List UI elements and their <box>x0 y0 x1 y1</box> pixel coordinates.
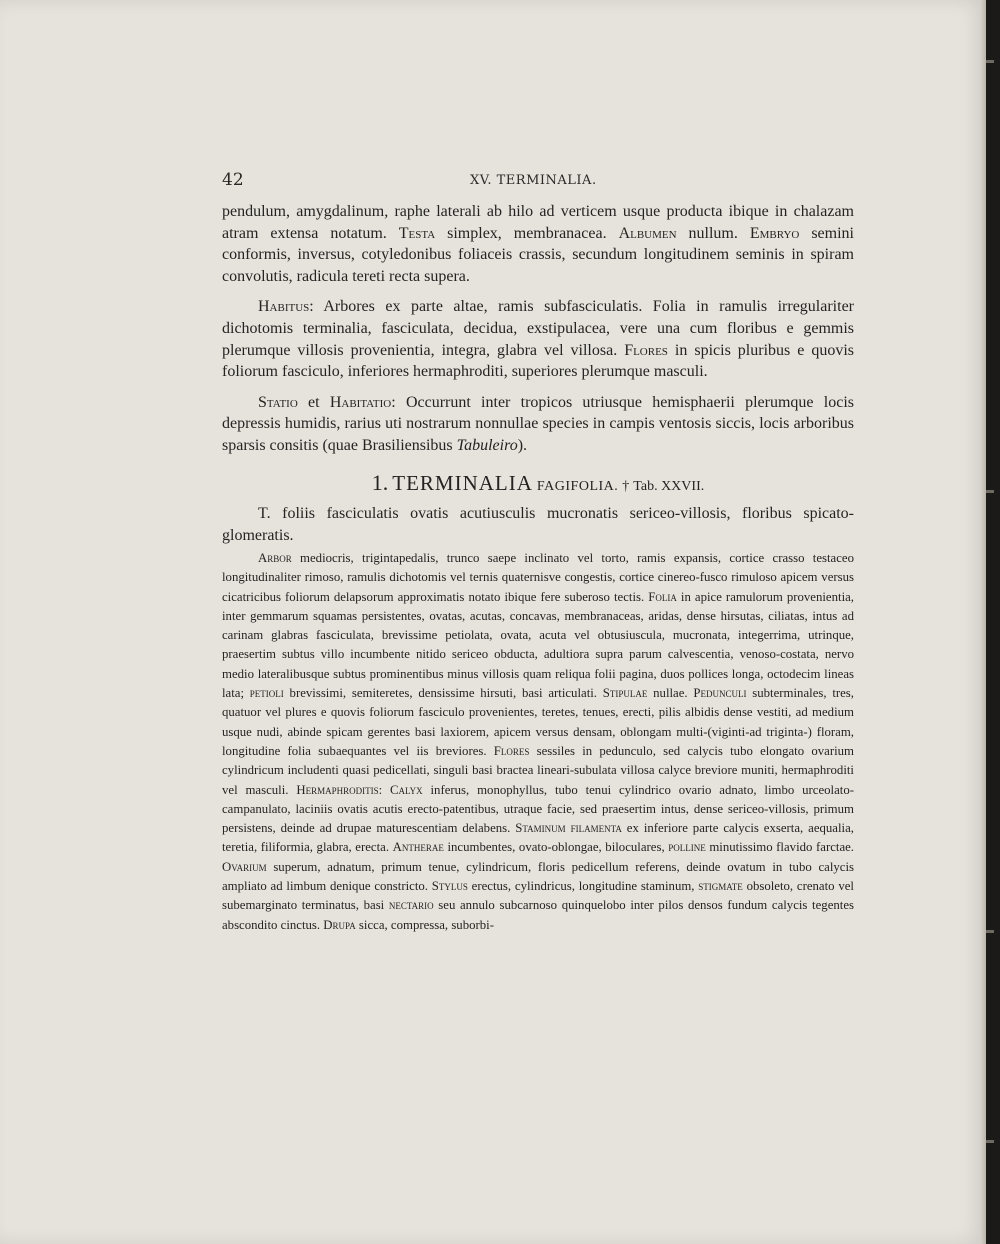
species-genus: TERMINALIA <box>392 471 533 495</box>
term-habitatio: Habitatio: <box>329 393 396 411</box>
term-ovarium: Ovarium <box>222 859 267 874</box>
text-run: pendulum, amygdalinum, raphe laterali ab hilo ad verticem usque producta ibique in chalazam atram extensa notatum. <box>222 203 854 242</box>
term-antherae: Antherae <box>392 840 444 855</box>
term-hermaphroditis: Hermaphroditis: <box>296 782 383 797</box>
margin-marks <box>986 0 1000 1244</box>
margin-mark <box>986 930 994 933</box>
text-run: Arbores ex parte altae, ramis subfasciculatis. Folia in ramulis irregulariter dichotomis terminalia, fasciculata, decidua, exstipulacea, vere una cum floribus e gemmis plerumque villosis provenientia, integra, glabra vel villosa. <box>222 298 854 359</box>
species-epithet: FAGIFOLIA. <box>536 479 619 494</box>
text-run: incumbentes, ovato-oblongae, biloculares, <box>443 840 669 855</box>
term-tabuleiro: Tabuleiro <box>456 436 518 454</box>
term-polline: polline <box>668 840 706 855</box>
species-number: 1. <box>371 470 389 495</box>
diagnosis-text: T. foliis fasciculatis ovatis acutiusculis mucronatis sericeo-villosis, floribus spicato-glomeratis. <box>222 505 854 544</box>
text-run: in apice ramulorum provenientia, inter gemmarum squamas persistentes, ovatas, acutas, concavas, membranaceas, aridas, dense hirsutas, ciliatas, intus ad carinam glabras fasciculata, brevissime petiolata, ovata, acuta vel obtusiuscula, mucronata, integerrima, utrinque, praesertim subtus villo incumbente nitido sericeo obducta, adultiora supra parum calvescentia, venoso-costata, nervo medio lateralibusque subtus prominentibus minus villosis quam reliqua folii pagina, duos pollices longa, octodecim lineas lata; <box>222 589 854 701</box>
term-statio: Statio <box>258 393 298 411</box>
term-pedunculi: Pedunculi <box>693 686 747 701</box>
text-run: erectus, cylindricus, longitudine staminum, <box>467 879 699 894</box>
description-paragraph <box>222 549 854 935</box>
text-run: seu annulo subcarnoso quinquelobo inter pilos densos fundum calycis tegentes abscondito cinctus. <box>222 898 854 932</box>
text-run: subterminales, tres, quatuor vel plures e quovis foliorum fasciculo provenientes, teretes, tenues, erecti, pilis albidis dense vestiti, ad medium usque nudi, abinde spicam gerentes basi laxiorem, apicem versus densam, oblongam multi-(viginti-ad triginta-) floram, longitudine folia subaequantes vel iis breviores. <box>222 686 854 758</box>
term-stylus: Stylus <box>431 879 468 894</box>
text-run: sessiles in pedunculo, sed calycis tubo elongato ovarium cylindricum includenti quasi pedicellati, singuli basi bractea lineari-subulata villosa calyce breviore muniti, hermaphroditi vel masculi. <box>222 743 854 797</box>
margin-mark <box>986 1140 994 1143</box>
margin-mark <box>986 60 994 63</box>
running-title: XV. TERMINALIA. <box>470 173 597 188</box>
term-stigmate: stigmate <box>698 879 743 894</box>
term-flores: Flores <box>493 743 530 758</box>
text-run: in spicis pluribus e quovis foliorum fasciculo, inferiores hermaphroditi, superiores plerumque masculi. <box>222 341 855 381</box>
term-embryo: Embryo <box>749 224 800 242</box>
page-number: 42 <box>222 170 244 190</box>
term-testa: Testa <box>398 224 436 242</box>
text-run: ). <box>517 436 528 454</box>
term-albumen: Albumen <box>618 224 677 242</box>
text-run: Occurrunt inter tropicos utriusque hemisphaerii plerumque locis depressis humidis, rarius uti nostrarum nonnullae species in campis ventosis siccis, locis arboribus sparsis consitis (quae Brasiliensibus <box>222 393 854 454</box>
term-habitus: Habitus: <box>258 298 314 316</box>
text-run: nullum. <box>676 224 750 242</box>
text-run: inferus, monophyllus, tubo tenui cylindrico ovario adnato, limbo urceolato-campanulato, laciniis ovatis acutis erecto-patentibus, utraque facie, sed praesertim intus, dense sericeo-villosis, primum persistens, deinde ad drupae maturescentiam delabens. <box>222 782 855 836</box>
dagger-mark: † <box>622 479 630 494</box>
paragraph-habitus <box>222 296 854 382</box>
text-run: brevissimi, semiteretes, densissime hirsuti, basi articulati. <box>283 686 603 701</box>
text-run: nullae. <box>647 686 694 701</box>
term-folia: Folia <box>648 589 677 604</box>
term-arbor: Arbor <box>258 551 292 565</box>
species-description <box>222 549 854 935</box>
text-run: sicca, compressa, suborbi- <box>355 917 494 932</box>
paragraph-seed <box>222 201 854 287</box>
margin-mark <box>986 490 994 493</box>
term-staminum: Staminum filamenta <box>515 821 622 836</box>
text-run: et <box>297 393 330 411</box>
table-reference: Tab. XXVII. <box>633 479 705 494</box>
text-run: mediocris, trigintapedalis, trunco saepe inclinato vel torto, ramis expansis, cortice crasso testaceo longitudinaliter rimoso, ramulis dichotomis vel ternis quaternisve congestis, cortice cinereo-fusco rimuloso apicem versus cicatricibus foliorum delapsorum approximatis notato ibique fere suberoso tectis. <box>222 551 854 604</box>
term-calyx: Calyx <box>390 782 423 797</box>
text-run: simplex, membranacea. <box>435 224 619 242</box>
term-stipulae: Stipulae <box>602 686 648 701</box>
text-run: semini conformis, inversus, cotyledonibus foliaceis crassis, secundum longitudinem seminis in spiram convolutis, radicula tereti recta supera. <box>222 224 854 285</box>
text-run: minutissimo flavido farctae. <box>705 840 854 855</box>
species-heading <box>222 470 854 496</box>
text-run: ex inferiore parte calycis exserta, aequalia, teretia, filiformia, glabra, erecta. <box>222 821 854 855</box>
genus-description <box>222 201 854 466</box>
term-petioli: petioli <box>249 686 284 701</box>
species-diagnosis <box>222 503 854 555</box>
term-drupa: Drupa <box>323 917 356 932</box>
term-nectario: nectario <box>388 898 434 913</box>
text-run: obsoleto, crenato vel subemarginato terminatus, basi <box>222 879 854 913</box>
text-run: superum, adnatum, primum tenue, cylindricum, floris pedicellum referens, deinde ovatum in tubo calycis ampliato ad limbum denique constricto. <box>222 859 854 894</box>
paragraph-statio <box>222 392 854 457</box>
page-header <box>222 170 852 192</box>
term-flores: Flores <box>624 341 668 359</box>
